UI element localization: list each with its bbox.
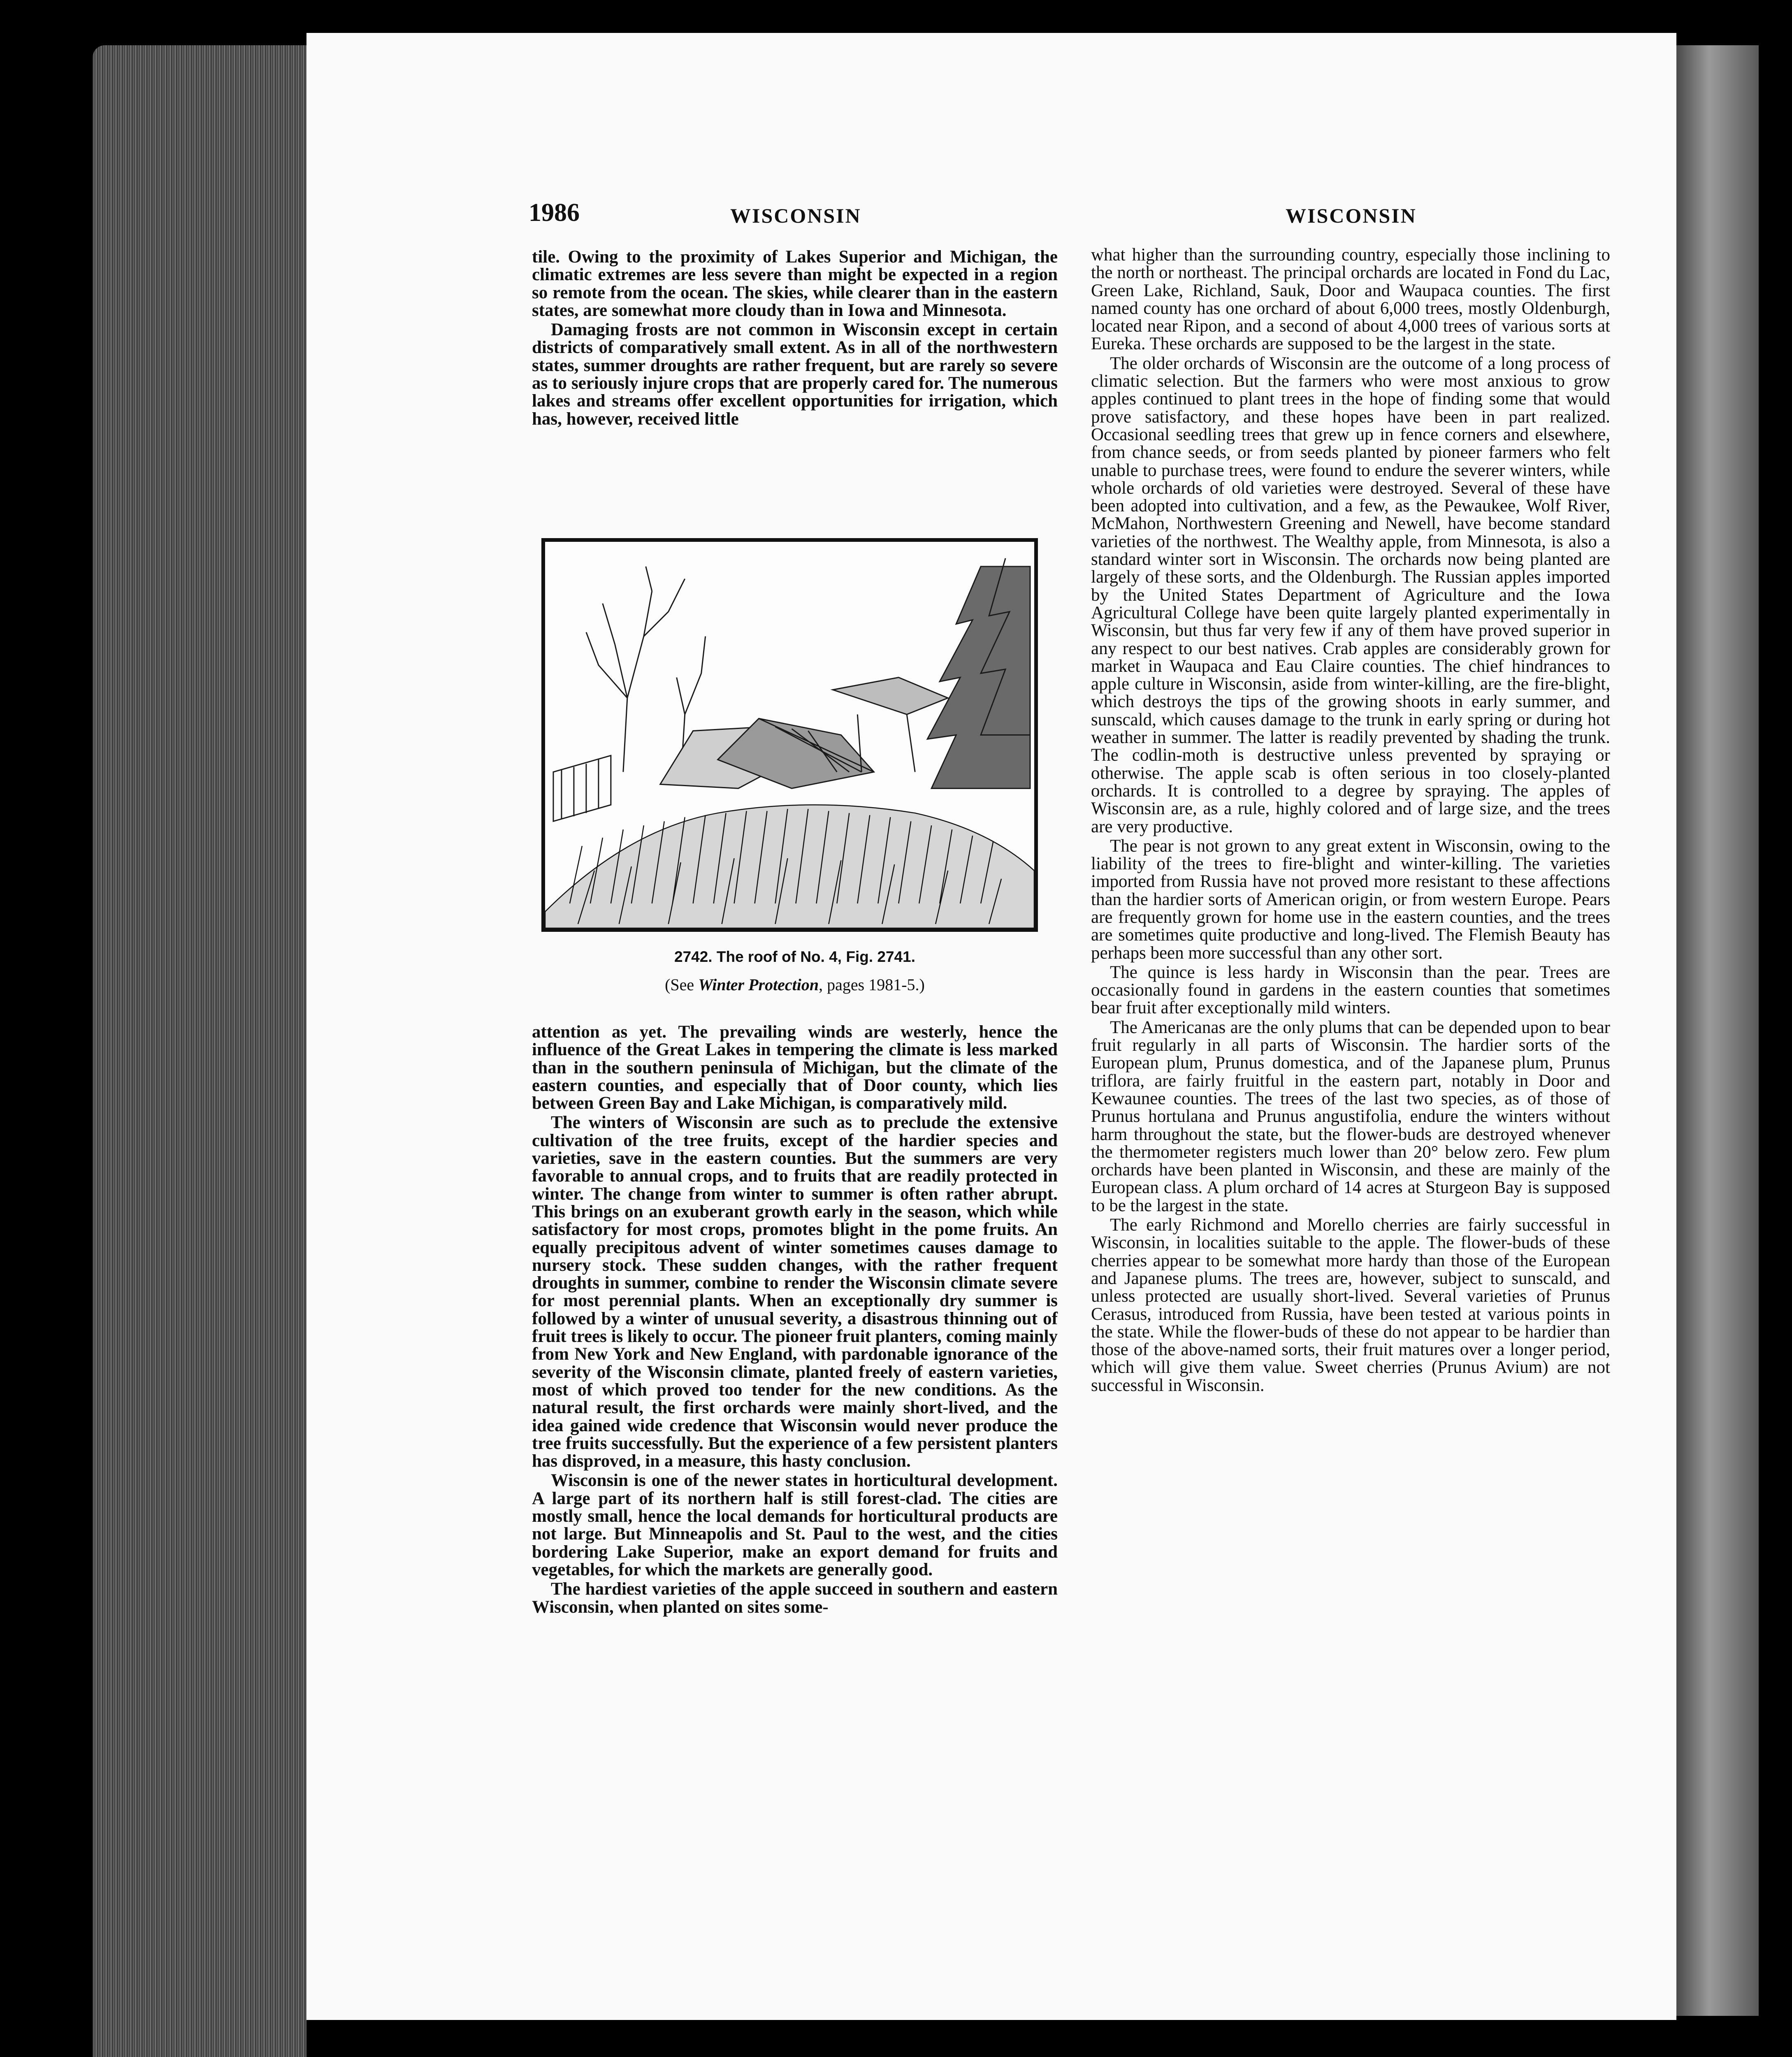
figure-reference-title: Winter Protection	[698, 975, 819, 994]
running-head-right: WISCONSIN	[1286, 204, 1417, 227]
paragraph: The hardiest varieties of the apple succeed in southern and eastern Wisconsin, when planted on sites some-	[532, 1579, 1058, 1617]
paragraph: The older orchards of Wisconsin are the outcome of a long process of climatic selection. But the farmers who were most anxious to grow apples continued to plant trees in the hope of finding some that would prove satisfactory, and these hopes have been in part realized. Occasional seedling trees that grew up in fence corners and elsewhere, from chance seeds, or from seeds planted by pioneer farmers who felt unable to purchase trees, were found to endure the severer winters, while whole orchards of old varieties were destroyed. Several of these have been adopted into cultivation, and a few, as the Pewaukee, Wolf River, McMahon, Northwestern Greening and Newell, have become standard varieties of the northwest. The Wealthy apple, from Minnesota, is also a standard winter sort in Wisconsin. The orchards now being planted are largely of these sorts, and the Oldenburgh. The Russian apples imported by the United States Department of Agriculture and the Iowa Agricultural College have been quite largely planted experimentally in Wisconsin, but thus far very few if any of them have proved superior in any respect to our best natives. Crab apples are considerably grown for market in Waupaca and Eau Claire counties. The chief hindrances to apple culture in Wisconsin, aside from winter-killing, are the fire-blight, which destroys the tips of the growing shoots in early summer, and sunscald, which causes damage to the trunk in early spring or during hot weather in summer. The latter is readily prevented by shading the trunk. The codlin-moth is destructive unless prevented by spraying or otherwise. The apple scab is often serious in too closely-planted orchards. It is controlled to a degree by spraying. The apples of Wisconsin are, as a rule, highly colored and of large size, and the trees are very productive.	[1091, 353, 1610, 836]
paragraph: tile. Owing to the proximity of Lakes Superior and Michigan, the climatic extremes are less severe than might be expected in a region so remote from the ocean. The skies, while clearer than in the eastern states, are somewhat more cloudy than in Iowa and Minnesota.	[532, 247, 1058, 320]
left-column-bottom	[532, 1023, 1058, 1616]
paragraph: The early Richmond and Morello cherries are fairly successful in Wisconsin, in localities suitable to the apple. The flower-buds of these cherries appear to be somewhat more hardy than those of the European and Japanese plums. The trees are, however, subject to sunscald, and unless protected are usually short-lived. Several varieties of Prunus Cerasus, introduced from Russia, have been tested at various points in the state. While the flower-buds of these do not appear to be hardier than those of the above-named sorts, their fruit matures over a longer period, which will give them value. Sweet cherries (Prunus Avium) are not successful in Wisconsin.	[1091, 1215, 1610, 1395]
left-column-top	[532, 248, 1058, 428]
paragraph: The winters of Wisconsin are such as to preclude the extensive cultivation of the tree fruits, except of the hardier species and varieties, save in the eastern counties. But the summers are very favorable to annual crops, and to fruits that are readily protected in winter. The change from winter to summer is often rather abrupt. This brings on an exuberant growth early in the season, which while satisfactory for most crops, promotes blight in the pome fruits. An equally precipitous advent of winter sometimes causes damage to nursery stock. These sudden changes, with the rather frequent droughts in summer, combine to render the Wisconsin climate severe for most perennial plants. When an exceptionally dry summer is followed by a winter of unusual severity, a disastrous thinning out of fruit trees is likely to occur. The pioneer fruit planters, coming mainly from New York and New England, with pardonable ignorance of the severity of the Wisconsin climate, planted freely of eastern varieties, most of which proved too tender for the new conditions. As the natural result, the first orchards were mainly short-lived, and the idea gained wide credence that Wisconsin would never produce the tree fruits successfully. But the experience of a few persistent planters has disproved, in a measure, this hasty conclusion.	[532, 1113, 1058, 1471]
paragraph: Damaging frosts are not common in Wisconsin except in certain districts of comparatively small extent. As in all of the northwestern states, summer droughts are rather frequent, but are rarely so severe as to seriously injure crops that are properly cared for. The numerous lakes and streams offer excellent opportunities for irrigation, which has, however, received little	[532, 320, 1058, 429]
paragraph: what higher than the surrounding country, especially those inclining to the north or northeast. The principal orchards are located in Fond du Lac, Green Lake, Richland, Sauk, Door and Waupaca counties. The first named county has one orchard of about 6,000 trees, mostly Oldenburgh, located near Ripon, and a second of about 4,000 trees of various sorts at Eureka. These orchards are supposed to be the largest in the state.	[1091, 245, 1610, 354]
adjacent-page-edge	[1676, 45, 1759, 2016]
running-head-left: WISCONSIN	[730, 204, 861, 227]
figure-illustration	[541, 538, 1038, 932]
figure-reference-suffix: , pages 1981-5.)	[819, 975, 925, 994]
paragraph: Wisconsin is one of the newer states in horticultural development. A large part of its northern half is still forest-clad. The cities are mostly small, hence the local demands for horticultural products are not large. But Minneapolis and St. Paul to the west, and the cities bordering Lake Superior, make an export demand for fruits and vegetables, for which the markets are generally good.	[532, 1471, 1058, 1579]
figure-reference	[532, 975, 1058, 994]
paragraph: The pear is not grown to any great extent in Wisconsin, owing to the liability of the trees to fire-blight and winter-killing. The varieties imported from Russia have not proved more resistant to these affections than the hardier sorts of American origin, or from western Europe. Pears are frequently grown for home use in the eastern counties, and the trees are sometimes quite productive and long-lived. The Flemish Beauty has perhaps been more successful than any other sort.	[1091, 836, 1610, 963]
paragraph: The quince is less hardy in Wisconsin than the pear. Trees are occasionally found in gardens in the eastern counties that sometimes bear fruit after exceptionally mild winters.	[1091, 962, 1610, 1018]
book-page-edges	[93, 45, 306, 2057]
right-column	[1091, 246, 1610, 1394]
figure-caption: 2742. The roof of No. 4, Fig. 2741.	[674, 948, 915, 965]
paragraph: The Americanas are the only plums that can be depended upon to bear fruit regularly in all parts of Wisconsin. The hardier sorts of the European plum, Prunus domestica, and of the Japanese plum, Prunus triflora, are fairly fruitful in the eastern part, notably in Door and Kewaunee counties. The trees of the last two species, as of those of Prunus hortulana and Prunus angustifolia, endure the winters without harm throughout the state, but the flower-buds are destroyed whenever the thermometer registers much lower than 20° below zero. Few plum orchards have been planted in Wisconsin, and these are mainly of the European class. A plum orchard of 14 acres at Sturgeon Bay is supposed to be the largest in the state.	[1091, 1017, 1610, 1215]
page-number: 1986	[529, 199, 580, 227]
roof-sketch-image	[545, 542, 1034, 928]
figure-reference-prefix: (See	[665, 975, 699, 994]
paragraph: attention as yet. The prevailing winds are westerly, hence the influence of the Great Lakes in tempering the climate is less marked than in the southern peninsula of Michigan, but the climate of the eastern counties, and especially that of Door county, which lies between Green Bay and Lake Michigan, is comparatively mild.	[532, 1022, 1058, 1113]
